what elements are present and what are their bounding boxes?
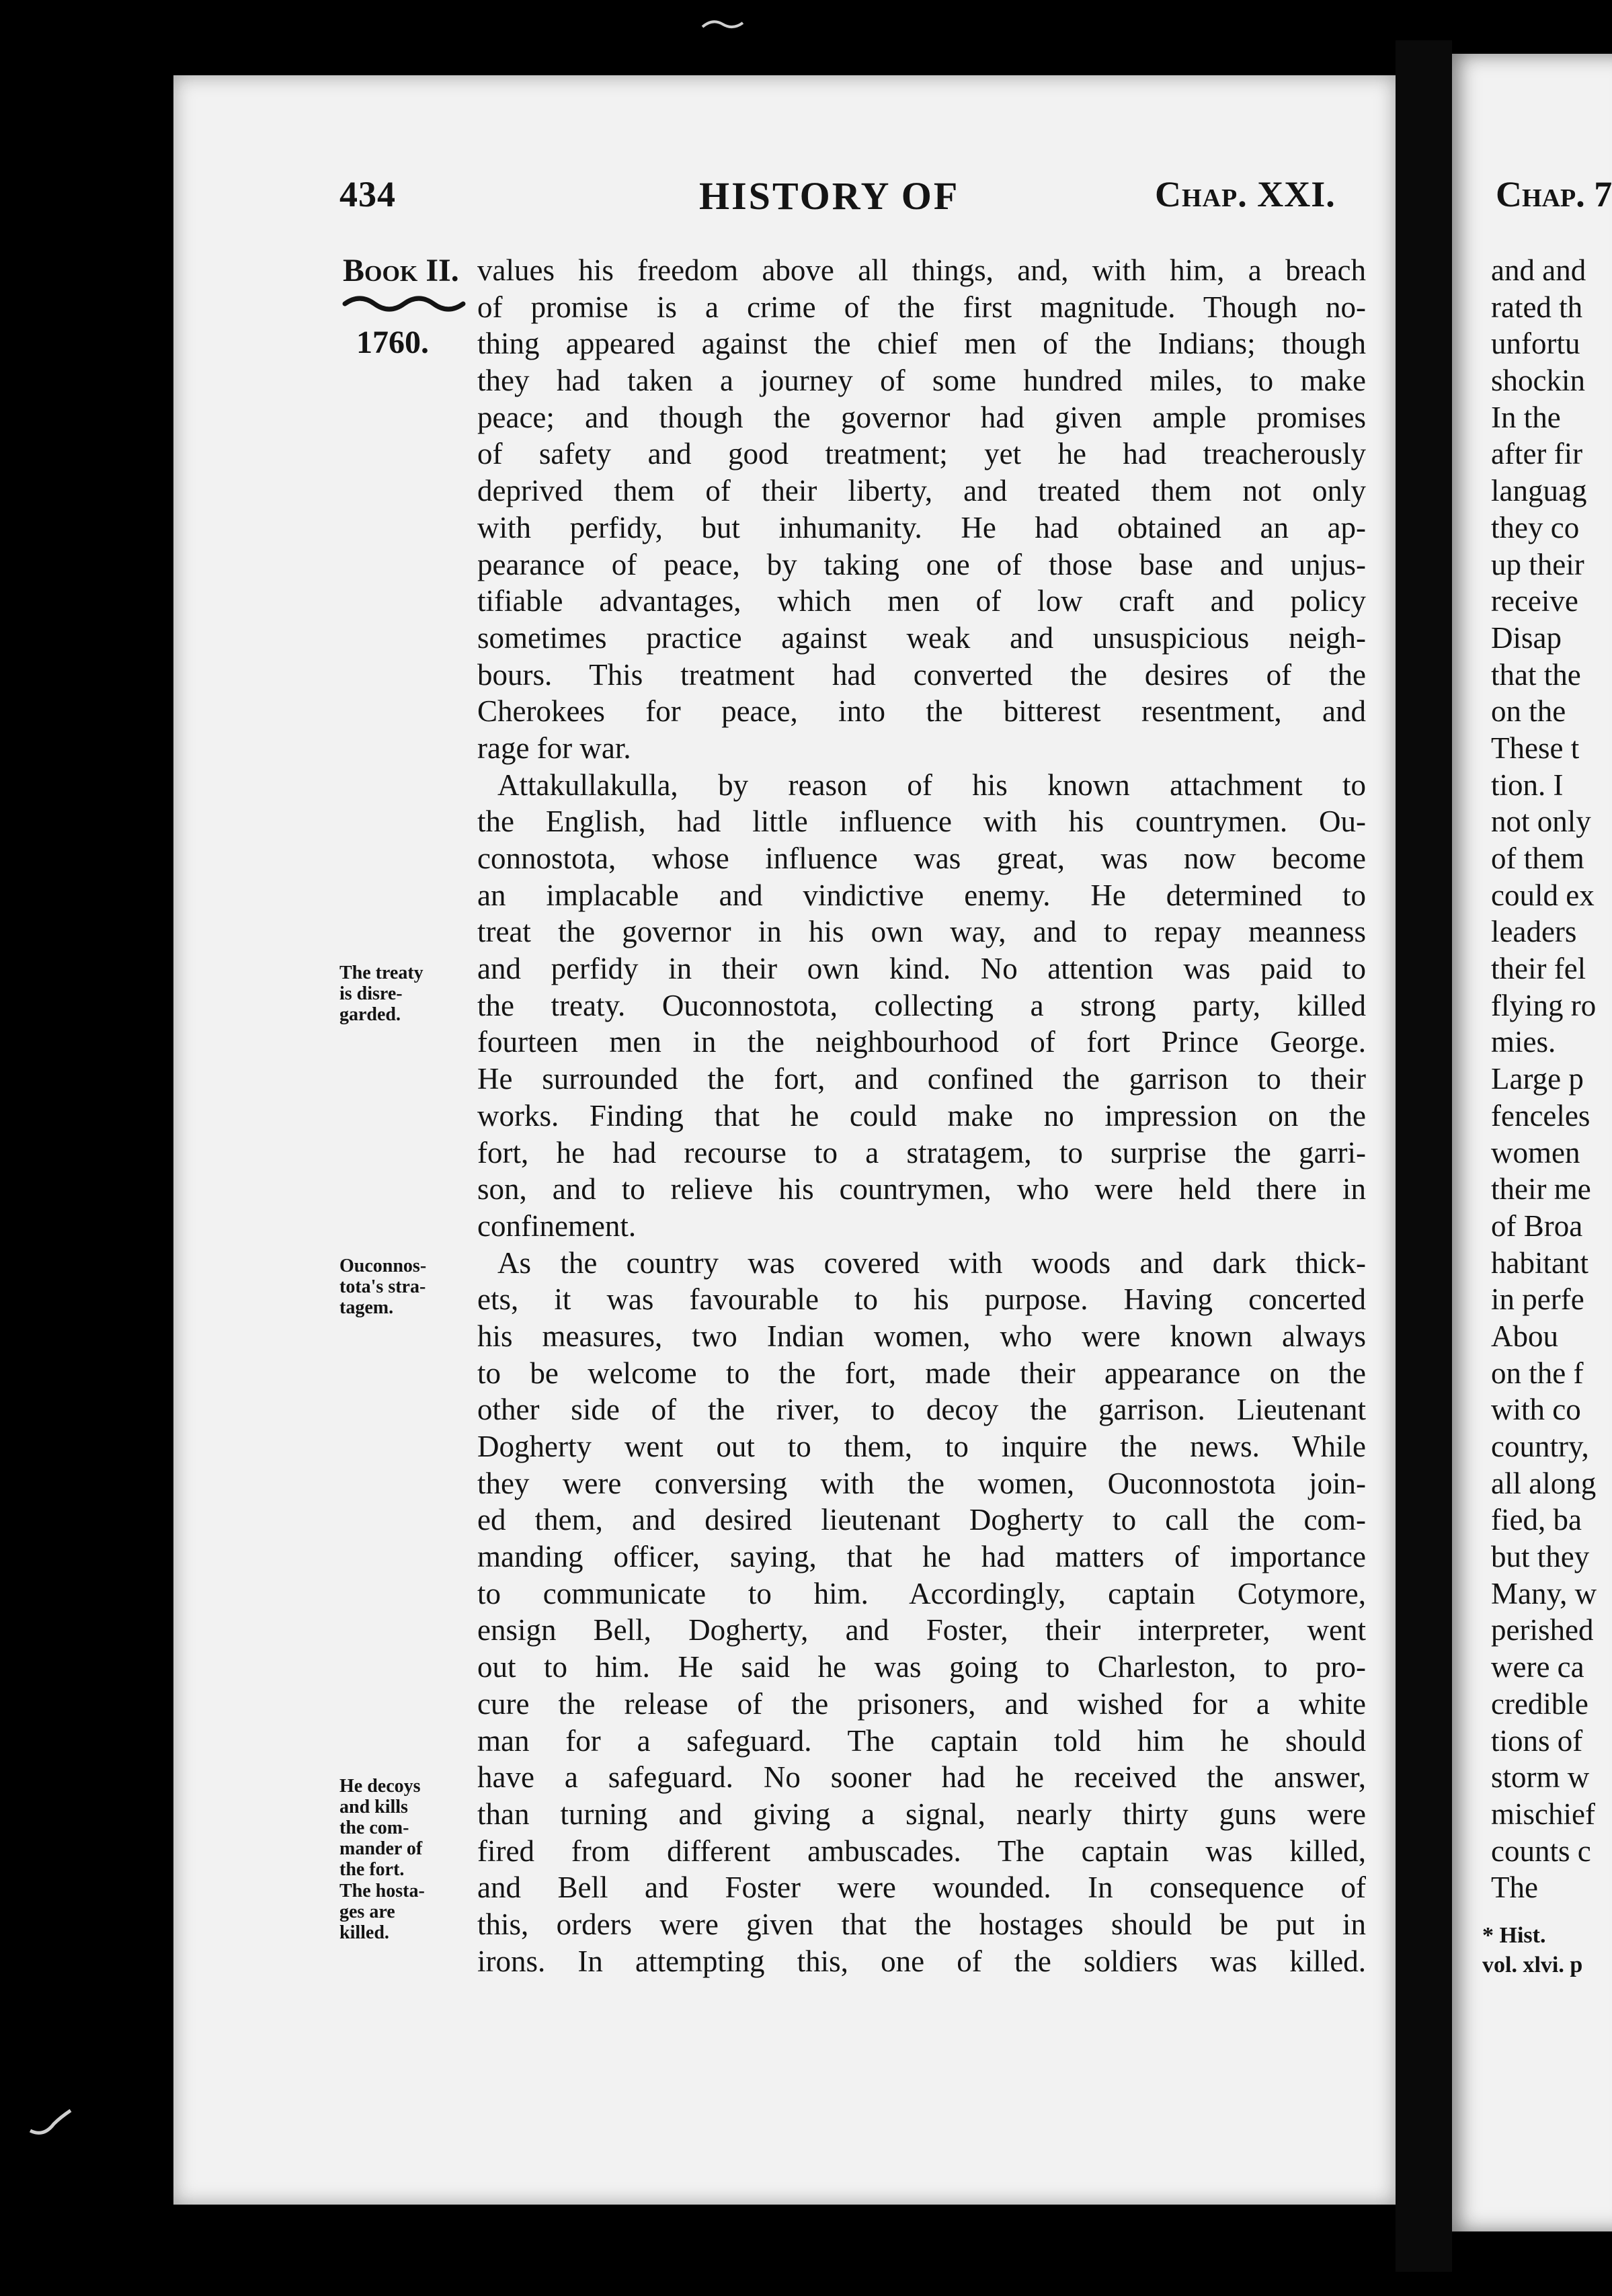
text-line: manding officer, saying, that he had matters of importance bbox=[477, 1540, 1366, 1574]
text-line: peace; and though the governor had given ample promises bbox=[477, 400, 1366, 434]
text-line: son, and to relieve his countrymen, who were held there in bbox=[477, 1172, 1366, 1206]
right-text-line: all along bbox=[1491, 1466, 1597, 1500]
right-text-line: habitant bbox=[1491, 1245, 1588, 1280]
text-line: they had taken a journey of some hundred miles, to make bbox=[477, 364, 1366, 398]
right-text-line: not only bbox=[1491, 805, 1591, 839]
right-text-line: credible bbox=[1491, 1686, 1588, 1721]
right-text-line: Many, w bbox=[1491, 1576, 1597, 1610]
right-text-line: The bbox=[1491, 1871, 1538, 1905]
book-label: Book II. bbox=[343, 253, 459, 288]
right-text-line: languag bbox=[1491, 474, 1587, 508]
text-line: and Bell and Foster were wounded. In consequence of bbox=[477, 1871, 1366, 1905]
text-line: to communicate to him. Accordingly, captain Cotymore, bbox=[477, 1576, 1366, 1610]
right-text-line: mies. bbox=[1491, 1025, 1556, 1059]
book-gutter bbox=[1396, 40, 1452, 2272]
right-text-line: unfortu bbox=[1491, 327, 1580, 361]
right-text-line: after fir bbox=[1491, 437, 1583, 471]
right-text-line: leaders bbox=[1491, 915, 1577, 949]
right-text-line: their me bbox=[1491, 1172, 1591, 1206]
text-line: fourteen men in the neighbourhood of fort Prince George. bbox=[477, 1025, 1366, 1059]
right-text-line: on the bbox=[1491, 694, 1566, 729]
text-line: Attakullakulla, by reason of his known attachment to bbox=[497, 768, 1366, 802]
right-text-line: rated th bbox=[1491, 290, 1583, 324]
right-text-line: were ca bbox=[1491, 1650, 1584, 1684]
text-line: and perfidy in their own kind. No attention was paid to bbox=[477, 952, 1366, 986]
right-text-line: tions of bbox=[1491, 1723, 1583, 1758]
text-line: ets, it was favourable to his purpose. Having concerted bbox=[477, 1282, 1366, 1317]
text-line: connostota, whose influence was great, was now become bbox=[477, 842, 1366, 875]
text-line: ensign Bell, Dogherty, and Foster, their interpreter, went bbox=[477, 1613, 1366, 1647]
right-text-line: in perfe bbox=[1491, 1282, 1584, 1317]
right-text-line: their fel bbox=[1491, 952, 1586, 986]
text-line: deprived them of their liberty, and treated them not only bbox=[477, 474, 1366, 508]
text-line: to be welcome to the fort, made their appearance on the bbox=[477, 1356, 1366, 1390]
right-page-heading: Chap. 7 bbox=[1496, 174, 1612, 214]
margin-note-stratagem: Ouconnos- tota's stra- tagem. bbox=[339, 1256, 427, 1318]
right-text-line: up their bbox=[1491, 547, 1584, 581]
text-line: bours. This treatment had converted the desires of the bbox=[477, 657, 1366, 692]
right-text-line: perished bbox=[1491, 1613, 1594, 1647]
text-line: pearance of peace, by taking one of those base and unjus- bbox=[477, 547, 1366, 581]
text-line: fired from different ambuscades. The captain was killed, bbox=[477, 1834, 1366, 1868]
right-text-line: they co bbox=[1491, 510, 1580, 544]
text-line: sometimes practice against weak and unsuspicious neigh- bbox=[477, 620, 1366, 655]
right-text-line: counts c bbox=[1491, 1834, 1591, 1868]
text-line: Dogherty went out to them, to inquire the news. While bbox=[477, 1430, 1366, 1463]
swash-ornament-icon bbox=[339, 289, 467, 316]
text-line: ed them, and desired lieutenant Dogherty to call the com- bbox=[477, 1503, 1366, 1537]
right-page-text bbox=[1491, 252, 1612, 1906]
body-text bbox=[477, 252, 1366, 1979]
margin-note-decoys: He decoys and kills the com- mander of the fort. bbox=[339, 1776, 423, 1880]
text-line: out to him. He said he was going to Charleston, to pro- bbox=[477, 1650, 1366, 1684]
text-line: rage for war. bbox=[477, 731, 631, 765]
text-line: works. Finding that he could make no impression on the bbox=[477, 1098, 1366, 1133]
margin-note-treaty: The treaty is disre- garded. bbox=[339, 962, 424, 1025]
text-line: man for a safeguard. The captain told him he should bbox=[477, 1723, 1366, 1758]
right-text-line: Disap bbox=[1491, 620, 1562, 655]
year-label: 1760. bbox=[356, 325, 429, 360]
margin-note-hostages: The hosta- ges are killed. bbox=[339, 1881, 425, 1943]
right-text-line: mischief bbox=[1491, 1797, 1595, 1831]
right-text-line: fenceles bbox=[1491, 1098, 1590, 1133]
text-line: values his freedom above all things, and, with him, a breach bbox=[477, 253, 1366, 287]
text-line: the treaty. Ouconnostota, collecting a strong party, killed bbox=[477, 988, 1366, 1022]
text-line: irons. In attempting this, one of the soldiers was killed. bbox=[477, 1944, 1366, 1978]
right-text-line: and and bbox=[1491, 253, 1586, 287]
text-line: tifiable advantages, which men of low craft and policy bbox=[477, 584, 1366, 618]
text-line: with perfidy, but inhumanity. He had obtained an ap- bbox=[477, 510, 1366, 544]
text-line: cure the release of the prisoners, and wished for a white bbox=[477, 1686, 1366, 1721]
right-text-line: country, bbox=[1491, 1430, 1589, 1463]
right-text-line: In the bbox=[1491, 400, 1561, 434]
text-line: than turning and giving a signal, nearly thirty guns were bbox=[477, 1797, 1366, 1831]
right-text-line: women bbox=[1491, 1135, 1580, 1170]
text-line: other side of the river, to decoy the garrison. Lieutenant bbox=[477, 1393, 1366, 1427]
right-text-line: with co bbox=[1491, 1393, 1581, 1427]
right-text-line: on the f bbox=[1491, 1356, 1584, 1390]
text-line: treat the governor in his own way, and to repay meanness bbox=[477, 915, 1366, 949]
right-text-line: fied, ba bbox=[1491, 1503, 1582, 1537]
chapter-heading: Chap. XXI. bbox=[1155, 174, 1336, 214]
text-line: fort, he had recourse to a stratagem, to surprise the garri- bbox=[477, 1135, 1366, 1170]
text-line: have a safeguard. No sooner had he received the answer, bbox=[477, 1760, 1366, 1795]
text-line: his measures, two Indian women, who were known always bbox=[477, 1319, 1366, 1353]
text-line: confinement. bbox=[477, 1208, 637, 1243]
text-line: they were conversing with the women, Ouconnostota join- bbox=[477, 1466, 1366, 1500]
right-text-line: that the bbox=[1491, 657, 1581, 692]
right-text-line: storm w bbox=[1491, 1760, 1590, 1795]
text-line: of safety and good treatment; yet he had treacherously bbox=[477, 437, 1366, 471]
right-text-line: shockin bbox=[1491, 364, 1585, 398]
right-text-line: Large p bbox=[1491, 1062, 1584, 1096]
right-text-line: Abou bbox=[1491, 1319, 1558, 1353]
right-text-line: flying ro bbox=[1491, 988, 1597, 1022]
text-line: He surrounded the fort, and confined the garrison to their bbox=[477, 1062, 1366, 1096]
scan-speck bbox=[699, 15, 746, 35]
right-text-line: of Broa bbox=[1491, 1208, 1583, 1243]
right-text-line: receive bbox=[1491, 584, 1578, 618]
text-line: the English, had little influence with his countrymen. Ou- bbox=[477, 805, 1366, 839]
text-line: thing appeared against the chief men of the Indians; though bbox=[477, 327, 1366, 361]
text-line: an implacable and vindictive enemy. He determined to bbox=[477, 878, 1366, 912]
page-number: 434 bbox=[339, 174, 396, 214]
text-line: this, orders were given that the hostages should be put in bbox=[477, 1907, 1366, 1941]
scan-speck bbox=[27, 2104, 74, 2144]
text-line: of promise is a crime of the first magnitude. Though no- bbox=[477, 290, 1366, 324]
right-text-line: could ex bbox=[1491, 878, 1595, 912]
right-page-footnote: * Hist. vol. xlvi. p bbox=[1482, 1923, 1583, 1977]
right-text-line: but they bbox=[1491, 1540, 1590, 1574]
right-text-line: tion. I bbox=[1491, 768, 1564, 802]
right-text-line: These t bbox=[1491, 731, 1580, 765]
right-text-line: of them bbox=[1491, 842, 1584, 875]
text-line: Cherokees for peace, into the bitterest resentment, and bbox=[477, 694, 1366, 729]
running-title: HISTORY OF bbox=[699, 174, 960, 218]
text-line: As the country was covered with woods and dark thick- bbox=[497, 1245, 1366, 1280]
